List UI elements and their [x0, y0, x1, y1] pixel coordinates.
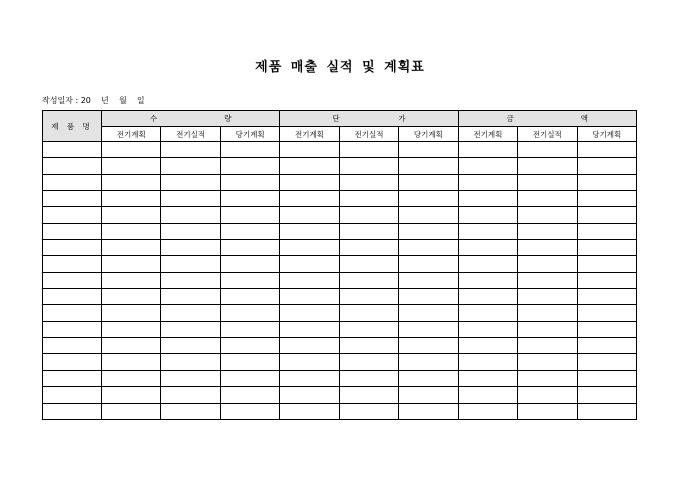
value-cell	[339, 403, 398, 419]
table-row	[43, 305, 637, 321]
value-cell	[339, 174, 398, 190]
value-cell	[161, 223, 220, 239]
value-cell	[577, 289, 637, 305]
subheader-current-plan: 당기계획	[399, 127, 458, 142]
value-cell	[458, 174, 517, 190]
value-cell	[280, 305, 339, 321]
value-cell	[280, 272, 339, 288]
table-row	[43, 223, 637, 239]
value-cell	[577, 207, 637, 223]
value-cell	[458, 403, 517, 419]
value-cell	[458, 321, 517, 337]
product-name-cell	[43, 207, 102, 223]
value-cell	[458, 289, 517, 305]
value-cell	[577, 321, 637, 337]
value-cell	[280, 387, 339, 403]
value-cell	[458, 354, 517, 370]
group-header-amount: 금 액	[458, 111, 636, 127]
value-cell	[280, 191, 339, 207]
value-cell	[339, 387, 398, 403]
value-cell	[339, 191, 398, 207]
table-row	[43, 387, 637, 403]
product-name-cell	[43, 174, 102, 190]
product-name-cell	[43, 256, 102, 272]
header-row-subcolumns	[43, 127, 637, 142]
product-name-cell	[43, 354, 102, 370]
table-row	[43, 403, 637, 419]
table-row	[43, 256, 637, 272]
value-cell	[102, 223, 161, 239]
value-cell	[399, 240, 458, 256]
value-cell	[518, 142, 577, 158]
value-cell	[399, 223, 458, 239]
value-cell	[161, 207, 220, 223]
subheader-prev-plan: 전기계획	[280, 127, 339, 142]
value-cell	[458, 158, 517, 174]
value-cell	[161, 338, 220, 354]
value-cell	[161, 142, 220, 158]
value-cell	[102, 207, 161, 223]
value-cell	[339, 240, 398, 256]
value-cell	[220, 370, 279, 386]
value-cell	[339, 338, 398, 354]
value-cell	[518, 387, 577, 403]
product-name-cell	[43, 403, 102, 419]
value-cell	[518, 174, 577, 190]
value-cell	[518, 158, 577, 174]
value-cell	[458, 142, 517, 158]
value-cell	[220, 321, 279, 337]
value-cell	[161, 256, 220, 272]
value-cell	[518, 305, 577, 321]
value-cell	[280, 223, 339, 239]
sales-plan-table	[42, 110, 637, 420]
value-cell	[102, 387, 161, 403]
value-cell	[161, 387, 220, 403]
table-row	[43, 174, 637, 190]
value-cell	[399, 289, 458, 305]
value-cell	[220, 305, 279, 321]
value-cell	[518, 354, 577, 370]
value-cell	[102, 272, 161, 288]
value-cell	[399, 191, 458, 207]
value-cell	[339, 207, 398, 223]
value-cell	[102, 240, 161, 256]
value-cell	[102, 370, 161, 386]
value-cell	[339, 142, 398, 158]
value-cell	[458, 387, 517, 403]
value-cell	[161, 158, 220, 174]
value-cell	[399, 387, 458, 403]
table-row	[43, 272, 637, 288]
value-cell	[220, 174, 279, 190]
value-cell	[339, 305, 398, 321]
value-cell	[399, 207, 458, 223]
value-cell	[577, 305, 637, 321]
table-row	[43, 321, 637, 337]
value-cell	[577, 272, 637, 288]
value-cell	[518, 191, 577, 207]
value-cell	[399, 354, 458, 370]
table-row	[43, 207, 637, 223]
value-cell	[339, 223, 398, 239]
value-cell	[518, 223, 577, 239]
value-cell	[339, 321, 398, 337]
value-cell	[220, 289, 279, 305]
table-row	[43, 158, 637, 174]
value-cell	[458, 305, 517, 321]
value-cell	[102, 354, 161, 370]
product-name-cell	[43, 305, 102, 321]
document-title: 제품 매출 실적 및 계획표	[255, 60, 425, 75]
value-cell	[399, 142, 458, 158]
value-cell	[577, 338, 637, 354]
value-cell	[339, 256, 398, 272]
value-cell	[220, 256, 279, 272]
product-name-cell	[43, 338, 102, 354]
value-cell	[161, 403, 220, 419]
value-cell	[280, 174, 339, 190]
value-cell	[102, 174, 161, 190]
value-cell	[577, 370, 637, 386]
value-cell	[458, 370, 517, 386]
value-cell	[102, 338, 161, 354]
product-name-cell	[43, 223, 102, 239]
value-cell	[458, 223, 517, 239]
value-cell	[577, 387, 637, 403]
value-cell	[339, 272, 398, 288]
table-row	[43, 338, 637, 354]
value-cell	[518, 240, 577, 256]
product-name-cell	[43, 370, 102, 386]
value-cell	[102, 191, 161, 207]
value-cell	[399, 305, 458, 321]
value-cell	[280, 256, 339, 272]
value-cell	[280, 403, 339, 419]
value-cell	[518, 338, 577, 354]
group-header-quantity: 수 량	[102, 111, 280, 127]
product-name-header: 제 품 명	[43, 111, 102, 142]
value-cell	[399, 174, 458, 190]
value-cell	[161, 370, 220, 386]
value-cell	[102, 289, 161, 305]
product-name-cell	[43, 240, 102, 256]
value-cell	[161, 354, 220, 370]
value-cell	[280, 370, 339, 386]
header-row-groups	[43, 111, 637, 127]
value-cell	[220, 158, 279, 174]
value-cell	[220, 387, 279, 403]
value-cell	[102, 305, 161, 321]
value-cell	[339, 158, 398, 174]
value-cell	[458, 240, 517, 256]
group-header-unit-price: 단 가	[280, 111, 458, 127]
subheader-prev-actual: 전기실적	[518, 127, 577, 142]
value-cell	[102, 142, 161, 158]
value-cell	[577, 256, 637, 272]
value-cell	[518, 272, 577, 288]
table-row	[43, 142, 637, 158]
value-cell	[102, 158, 161, 174]
value-cell	[399, 370, 458, 386]
value-cell	[458, 256, 517, 272]
value-cell	[518, 403, 577, 419]
value-cell	[161, 272, 220, 288]
table-row	[43, 370, 637, 386]
value-cell	[577, 403, 637, 419]
subheader-prev-plan: 전기계획	[458, 127, 517, 142]
value-cell	[458, 207, 517, 223]
value-cell	[339, 370, 398, 386]
subheader-current-plan: 당기계획	[220, 127, 279, 142]
value-cell	[102, 256, 161, 272]
value-cell	[577, 174, 637, 190]
value-cell	[220, 338, 279, 354]
value-cell	[220, 207, 279, 223]
value-cell	[399, 158, 458, 174]
value-cell	[518, 321, 577, 337]
product-name-cell	[43, 191, 102, 207]
subheader-current-plan: 당기계획	[577, 127, 637, 142]
value-cell	[220, 240, 279, 256]
product-name-cell	[43, 142, 102, 158]
value-cell	[518, 370, 577, 386]
value-cell	[280, 354, 339, 370]
value-cell	[577, 142, 637, 158]
value-cell	[220, 403, 279, 419]
table-row	[43, 240, 637, 256]
value-cell	[161, 305, 220, 321]
value-cell	[339, 354, 398, 370]
table-row	[43, 354, 637, 370]
value-cell	[280, 338, 339, 354]
value-cell	[161, 240, 220, 256]
table-row	[43, 289, 637, 305]
value-cell	[518, 256, 577, 272]
value-cell	[399, 403, 458, 419]
value-cell	[102, 321, 161, 337]
value-cell	[220, 142, 279, 158]
value-cell	[458, 191, 517, 207]
value-cell	[161, 174, 220, 190]
value-cell	[220, 191, 279, 207]
value-cell	[280, 240, 339, 256]
value-cell	[220, 354, 279, 370]
product-name-cell	[43, 321, 102, 337]
value-cell	[399, 272, 458, 288]
product-name-cell	[43, 272, 102, 288]
value-cell	[518, 207, 577, 223]
product-name-cell	[43, 387, 102, 403]
value-cell	[280, 289, 339, 305]
value-cell	[399, 256, 458, 272]
product-name-cell	[43, 158, 102, 174]
value-cell	[577, 354, 637, 370]
value-cell	[399, 321, 458, 337]
value-cell	[577, 223, 637, 239]
value-cell	[458, 338, 517, 354]
subheader-prev-actual: 전기실적	[161, 127, 220, 142]
date-line: 작성일자 : 20 년 월 일	[42, 96, 145, 105]
table-body	[43, 142, 637, 420]
value-cell	[458, 272, 517, 288]
value-cell	[577, 158, 637, 174]
value-cell	[577, 240, 637, 256]
value-cell	[161, 191, 220, 207]
value-cell	[280, 207, 339, 223]
table-row	[43, 191, 637, 207]
value-cell	[339, 289, 398, 305]
value-cell	[161, 321, 220, 337]
value-cell	[280, 142, 339, 158]
value-cell	[399, 338, 458, 354]
subheader-prev-plan: 전기계획	[102, 127, 161, 142]
value-cell	[102, 403, 161, 419]
subheader-prev-actual: 전기실적	[339, 127, 398, 142]
value-cell	[280, 321, 339, 337]
value-cell	[220, 223, 279, 239]
value-cell	[280, 158, 339, 174]
value-cell	[577, 191, 637, 207]
product-name-cell	[43, 289, 102, 305]
value-cell	[220, 272, 279, 288]
value-cell	[161, 289, 220, 305]
value-cell	[518, 289, 577, 305]
